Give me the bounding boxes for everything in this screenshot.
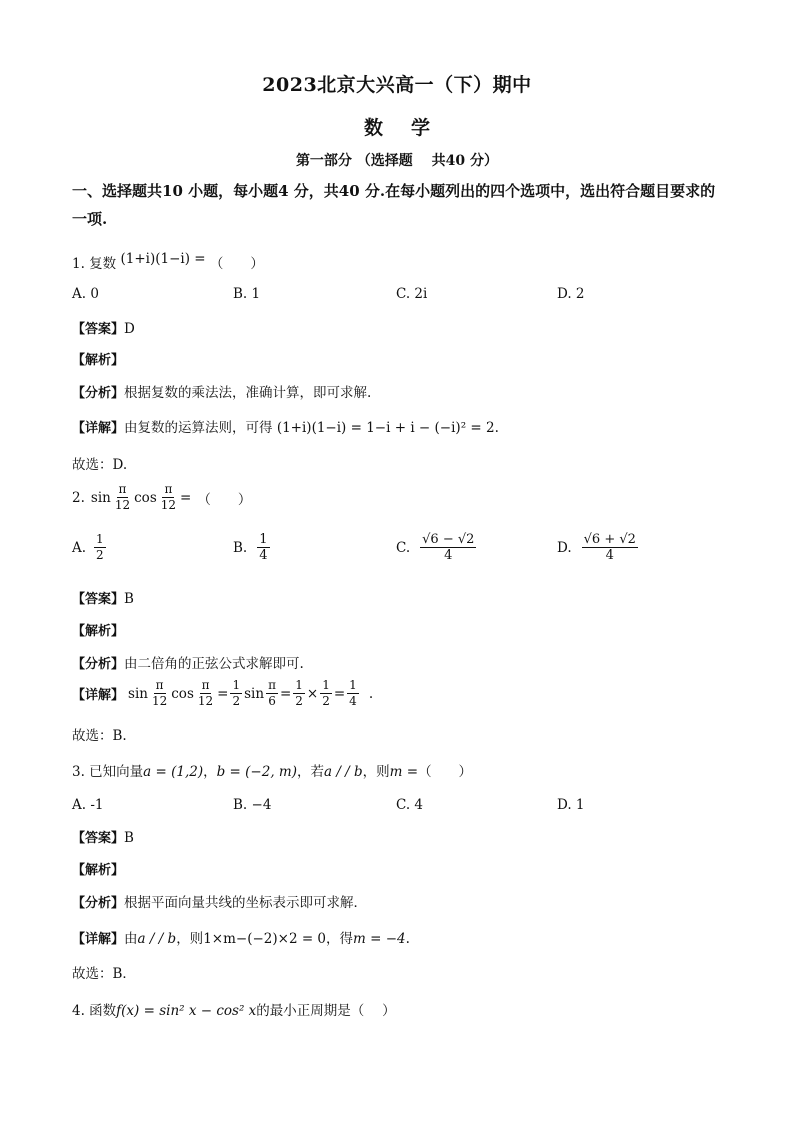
sin-text: sin <box>90 489 111 506</box>
cos-text: cos <box>134 489 157 506</box>
q1-option-c: C. 2i <box>396 286 428 302</box>
q2-detail-line: 【详解】 sin $\frac{\pi}{12}$ cos $\frac{\pi}{12}$ = $\frac{1}{2}$ sin $\frac{\pi}{6}$ = $\frac{1}{2}$ × $\frac{1}{2}$ = $\frac{1}{4}$ . <box>72 678 374 708</box>
q2-option-c: C. $\frac{√6 - √2}{4}$ <box>396 532 475 563</box>
answer-label: 【答案】 <box>72 592 125 607</box>
q3-answer: B <box>124 830 134 846</box>
detail-label: 【详解】 <box>72 421 125 436</box>
q2-choice: 故选：B. <box>72 728 127 744</box>
part-heading: 第一部分 （选择题 共40 分） <box>295 153 499 169</box>
detail-label: 【详解】 <box>72 688 125 703</box>
fenxi-label: 【分析】 <box>72 896 125 911</box>
answer-label: 【答案】 <box>72 322 125 337</box>
fraction-pi-12: $\frac{\pi}{12}$ <box>114 482 131 512</box>
q3-option-b: B. −4 <box>233 797 272 813</box>
q1-detail-line: 【详解】由复数的运算法则，可得 (1+i)(1−i) = 1−i + i − (−i)² = 2. <box>72 420 499 436</box>
q2-analysis-label: 【解析】 <box>72 624 125 639</box>
q3-option-d: D. 1 <box>557 797 585 813</box>
page-title: 2023北京大兴高一（下）期中 <box>262 74 532 96</box>
q1-analysis-label: 【解析】 <box>72 353 125 368</box>
q1-detail-text: 由复数的运算法则，可得 <box>124 420 273 436</box>
q1-option-d: D. 2 <box>557 286 585 302</box>
q1-fenxi-line <box>72 381 371 401</box>
question-1 <box>72 252 264 272</box>
q1-option-a: A. 0 <box>72 286 99 302</box>
q3-fenxi: 根据平面向量共线的坐标表示即可求解． <box>124 895 368 911</box>
q2-answer-line <box>72 588 134 607</box>
question-1-expression: (1+i)(1−i) = <box>120 251 206 267</box>
equals-sign: = <box>180 489 192 506</box>
q3-option-a: A. -1 <box>72 797 104 813</box>
question-1-paren: （ ） <box>209 256 264 272</box>
detail-label: 【详解】 <box>72 932 125 947</box>
question-2-number: 2. <box>72 489 85 506</box>
q1-fenxi: 根据复数的乘法法，准确计算，即可求解. <box>124 385 372 401</box>
parallel-expr: a / / b <box>323 764 363 780</box>
question-1-number: 1. 复数 <box>72 256 117 272</box>
vector-a: a = (1,2) <box>143 764 204 780</box>
question-4-expression: f(x) = sin² x − cos² x <box>116 1003 257 1019</box>
q2-option-a: A. $\frac{1}{2}$ <box>72 532 104 562</box>
fenxi-label: 【分析】 <box>72 657 125 672</box>
q1-answer-line <box>72 318 135 337</box>
q1-detail-math: (1+i)(1−i) = 1−i + i − (−i)² = 2 <box>276 420 495 436</box>
question-2 <box>72 482 251 513</box>
q3-detail-line: 【详解】由a / / b，则1×m−(−2)×2 = 0，得m = −4. <box>72 931 410 947</box>
q2-option-d: D. $\frac{√6 + √2}{4}$ <box>557 532 636 563</box>
q3-analysis-label: 【解析】 <box>72 863 125 878</box>
q2-fenxi-line <box>72 652 304 672</box>
question-2-paren: （ ） <box>197 491 252 508</box>
question-4-text: 的最小正周期是（ ） <box>256 1003 396 1019</box>
q1-option-b: B. 1 <box>233 286 261 302</box>
q3-choice: 故选：B． <box>72 966 136 982</box>
question-4 <box>72 999 396 1019</box>
question-4-number: 4. 函数 <box>72 1003 117 1019</box>
q1-choice: 故选：D. <box>72 457 128 473</box>
fenxi-label: 【分析】 <box>72 386 125 401</box>
vector-b: b = (−2, m) <box>216 764 297 780</box>
q3-answer-line <box>72 827 134 846</box>
question-3-paren: （ ） <box>418 764 473 780</box>
q2-option-b: B. $\frac{1}{4}$ <box>233 532 268 563</box>
q2-answer: B <box>124 591 134 607</box>
question-3: 3. 已知向量a = (1,2)，b = (−2, m)，若a / / b，则m =（ ） <box>72 764 473 780</box>
q3-option-c: C. 4 <box>396 797 424 813</box>
section-instructions: 一、选择题共10 小题，每小题4 分，共40 分.在每小题列出的四个选项中，选出符合题目要求的一项. <box>72 182 716 228</box>
answer-label: 【答案】 <box>72 831 125 846</box>
question-3-text: 3. 已知向量 <box>72 764 144 780</box>
fraction-pi-12: $\frac{\pi}{12}$ <box>160 482 177 512</box>
q2-fenxi: 由二倍角的正弦公式求解即可. <box>124 656 304 672</box>
q3-fenxi-line <box>72 891 367 911</box>
q1-answer: D <box>124 321 135 337</box>
subject-title: 数学 <box>363 117 458 139</box>
